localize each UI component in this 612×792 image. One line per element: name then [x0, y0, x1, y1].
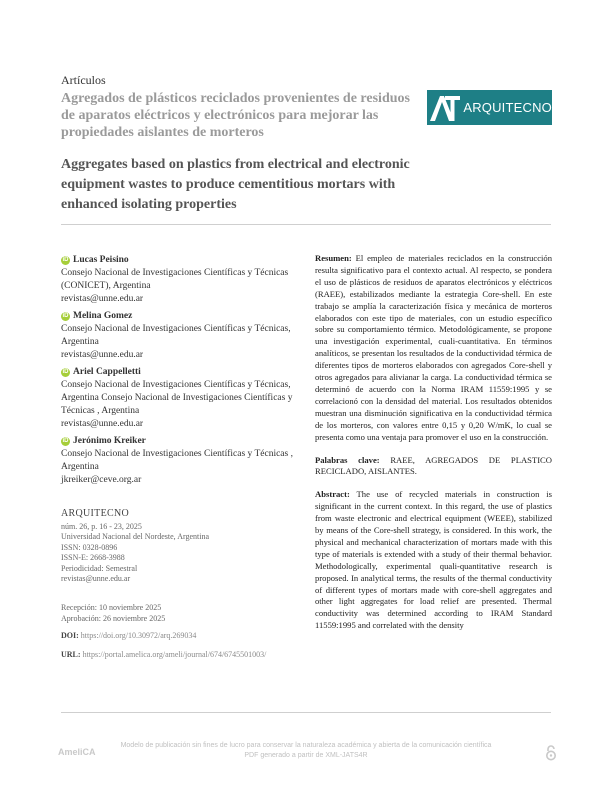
footer-notice: [118, 741, 494, 761]
author-email[interactable]: revistas@unne.edu.ar: [61, 350, 144, 360]
orcid-icon[interactable]: iD: [62, 438, 69, 444]
journal-logo: [427, 90, 552, 125]
journal-info: [61, 509, 311, 585]
url-label: URL:: [61, 650, 81, 659]
arquitecno-logo-icon: [427, 90, 463, 125]
article-title-english: Aggregates based on plastics from electrical and electronic equipment wastes to produce cementitious mortars with enhanced isolating properties: [61, 157, 410, 212]
abstract-column: [315, 253, 552, 643]
author-name: Lucas Peisino: [73, 255, 129, 265]
open-access-icon: [544, 745, 558, 761]
journal-publisher: Universidad Nacional del Nordeste, Argentina: [61, 532, 210, 541]
header-divider: [61, 224, 551, 225]
author-name: Melina Gomez: [73, 311, 133, 321]
orcid-icon[interactable]: iD: [62, 257, 69, 263]
resumen-label: Resumen:: [315, 253, 352, 263]
author-email[interactable]: revistas@unne.edu.ar: [61, 419, 144, 429]
author-affiliation: Consejo Nacional de Investigaciones Científicas y Técnicas, Argentina Consejo Nacional de Investigaciones Científicas y Técnicas , Argentina: [61, 380, 293, 416]
url-link[interactable]: https://portal.amelica.org/ameli/journal/674/6745501003/: [82, 650, 267, 659]
doi-line: [61, 630, 321, 641]
dates-block: [61, 602, 321, 624]
author-affiliation: Consejo Nacional de Investigaciones Científicas y Técnicas (CONICET), Argentina: [61, 268, 289, 291]
footer-divider: [61, 712, 551, 713]
author-entry: [61, 366, 301, 431]
author-email[interactable]: jkreiker@ceve.org.ar: [61, 475, 142, 485]
author-affiliation: Consejo Nacional de Investigaciones Científicas y Técnicas , Argentina: [61, 449, 293, 472]
journal-periodicity: Periodicidad: Semestral: [61, 563, 138, 573]
keywords-paragraph: [315, 455, 552, 479]
author-entry: [61, 435, 301, 487]
resumen-paragraph: [315, 253, 552, 444]
author-entry: [61, 254, 301, 306]
abstract-label: Abstract:: [315, 489, 350, 500]
author-entry: [61, 310, 301, 362]
logo-text: ARQUITECNO: [463, 100, 552, 115]
abstract-text: The use of recycled materials in construction is significant in the current context. In this regard, the use of plastics from waste electronic and electrical equipment (WEEE), stabilized by means of the Core-shell strategy, is considered. In this work, the physical and mechanical characterization of mortars made with this type of materials is extended with a study of their thermal behavior. Methodologically, experimental quali-quantitative research is proposed. In analytical terms, the results of the thermal conductivity of different types of mortars made with core-shell aggregates and other light aggregates for load relief are presented. Thermal conductivity was determined according to IRAM Standard 11559:1995 and correlated with the density: [315, 489, 552, 631]
doi-link[interactable]: https://doi.org/10.30972/arq.269034: [80, 631, 197, 640]
doi-label: DOI:: [61, 631, 79, 640]
keywords-label: Palabras clave:: [315, 454, 380, 465]
resumen-text: El empleo de materiales reciclados en la construcción resulta significativo para el contexto actual. Al respecto, se pondera el uso de plásticos de residuos de aparatos electrónicos y eléctricos (RAEE), estabilizados mediante la estrategia Core-shell. En este trabajo se amplía la caracterización física y mecánica de morteros elaborados con este tipo de materiales, con un estudio específico sobre su comportamiento térmico. Metodológicamente, se propone una investigación experimental, cuali-cuantitativa. En términos analíticos, se presentan los resultados de la conductividad térmica de diferentes tipos de morteros elaborados con agregados Core-shell y otros agregados para alivianar la carga. La conductividad térmica se determinó de acuerdo con la Norma IRAM 11559:1995 y se correlacionó con la densidad del material. Los resultados obtenidos muestran una disminución significativa en la conductividad térmica de los morteros, con valores entre 0,15 y 0,20 W/mK, lo cual se presenta como una ventaja para promover el uso en la construcción.: [315, 253, 552, 442]
journal-email[interactable]: revistas@unne.edu.ar: [61, 574, 131, 583]
orcid-icon[interactable]: iD: [62, 369, 69, 375]
author-affiliation: Consejo Nacional de Investigaciones Científicas y Técnicas, Argentina: [61, 324, 291, 347]
author-name: Ariel Cappelletti: [73, 367, 141, 377]
orcid-icon[interactable]: iD: [62, 313, 69, 319]
journal-issn: ISSN: 0328-0896: [61, 542, 118, 552]
journal-issue: núm. 26, p. 16 - 23, 2025: [61, 521, 142, 531]
journal-issn-e: ISSN-E: 2668-3988: [61, 553, 125, 562]
keywords-text: RAEE, AGREGADOS DE PLASTICO RECICLADO, AISLANTES.: [315, 454, 552, 477]
footer-line-1: Modelo de publicación sin fines de lucro para conservar la naturaleza académica y abierta de la comunicación científica: [120, 742, 492, 749]
section-label: Artículos: [61, 73, 106, 87]
abstract-paragraph: [315, 489, 552, 632]
approved-date: Aprobación: 26 noviembre 2025: [61, 614, 166, 623]
author-name: Jerónimo Kreiker: [73, 436, 146, 446]
footer-line-2: PDF generado a partir de XML-JATS4R: [244, 752, 368, 759]
article-title-spanish: Agregados de plásticos reciclados provenientes de residuos de aparatos eléctricos y electrónicos para mejorar las propiedades aislantes de morteros: [61, 91, 410, 140]
journal-name: ARQUITECNO: [61, 508, 129, 519]
received-date: Recepción: 10 noviembre 2025: [61, 603, 162, 612]
author-email[interactable]: revistas@unne.edu.ar: [61, 294, 144, 304]
authors-block: [61, 254, 301, 491]
amelica-logo: AmeliCA: [58, 747, 96, 757]
url-line: [61, 649, 321, 660]
